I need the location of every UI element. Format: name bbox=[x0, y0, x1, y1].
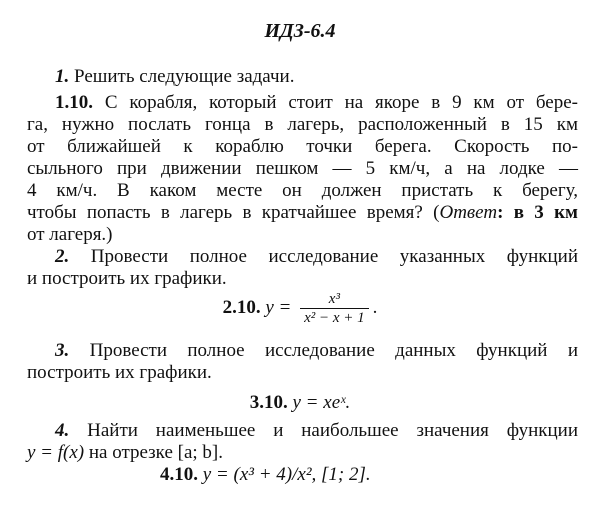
task4-text-line-1: 4. Найти наименьшее и наибольшее значения функции bbox=[55, 420, 578, 441]
task1-text-line-1: 1.10. С корабля, который стоит на якоре в 9 км от бере- bbox=[55, 92, 578, 113]
formula-number-3-10: 3.10. bbox=[249, 392, 288, 413]
task4-number: 4. bbox=[55, 420, 70, 441]
problem-number-1-10: 1.10. bbox=[55, 92, 93, 113]
formula-4-10-expression: y = (x³ + 4)/x², [1; 2]. bbox=[202, 464, 371, 485]
task3-text-line-1: 3. Провести полное исследование данных функций и bbox=[55, 340, 578, 361]
formula-number-4-10: 4.10. bbox=[160, 464, 198, 485]
task3-text-line-2: построить их графики. bbox=[27, 362, 212, 383]
task3-number: 3. bbox=[55, 340, 70, 361]
formula-2-10: 2.10. y = $\frac{\text{x³}}{\text{x² − x + 1}}$ . bbox=[222, 291, 378, 327]
task1-number: 1. bbox=[55, 66, 70, 87]
task1-text-line-7: от лагеря.) bbox=[27, 224, 113, 245]
function-notation: y = f(x) bbox=[27, 442, 85, 463]
task4-text-line-2: y = f(x) на отрезке [a; b]. bbox=[27, 442, 223, 463]
task1-text-line-4: сыльного при движении пешком — 5 км/ч, а на лодке — bbox=[27, 158, 578, 179]
fraction bbox=[300, 290, 369, 327]
formula-4-10 bbox=[160, 464, 578, 486]
page-title: ИДЗ-6.4 bbox=[264, 20, 336, 42]
task2-text-line-2: и построить их графики. bbox=[27, 268, 227, 289]
task2-number: 2. bbox=[55, 246, 70, 267]
formula-number-2-10: 2.10. bbox=[222, 297, 261, 318]
fraction-numerator: x³ bbox=[328, 291, 340, 308]
answer-label: Ответ bbox=[439, 202, 498, 223]
task1-heading-line bbox=[55, 66, 578, 88]
task1-text-line-5: 4 км/ч. В каком месте он должен пристать к берегу, bbox=[27, 180, 578, 201]
formula-lhs: y = bbox=[265, 297, 292, 318]
task1-text-line-3: от ближайшей к кораблю точки берега. Скорость по- bbox=[27, 136, 578, 157]
formula-3-10-expression: y = xeˣ. bbox=[292, 392, 351, 413]
task1-heading: Решить следующие задачи. bbox=[74, 66, 295, 87]
task1-text-line-2: га, нужно послать гонца в лагерь, расположенный в 15 км bbox=[27, 114, 578, 135]
answer-text: : в 3 км bbox=[497, 202, 579, 223]
task2-text-line-1: 2. Провести полное исследование указанных функций bbox=[55, 246, 579, 267]
formula-3-10 bbox=[0, 392, 600, 414]
fraction-denominator: x² − x + 1 bbox=[304, 310, 365, 327]
task1-text-line-6: чтобы попасть в лагерь в кратчайшее время? (Ответ: в 3 км bbox=[27, 202, 579, 223]
